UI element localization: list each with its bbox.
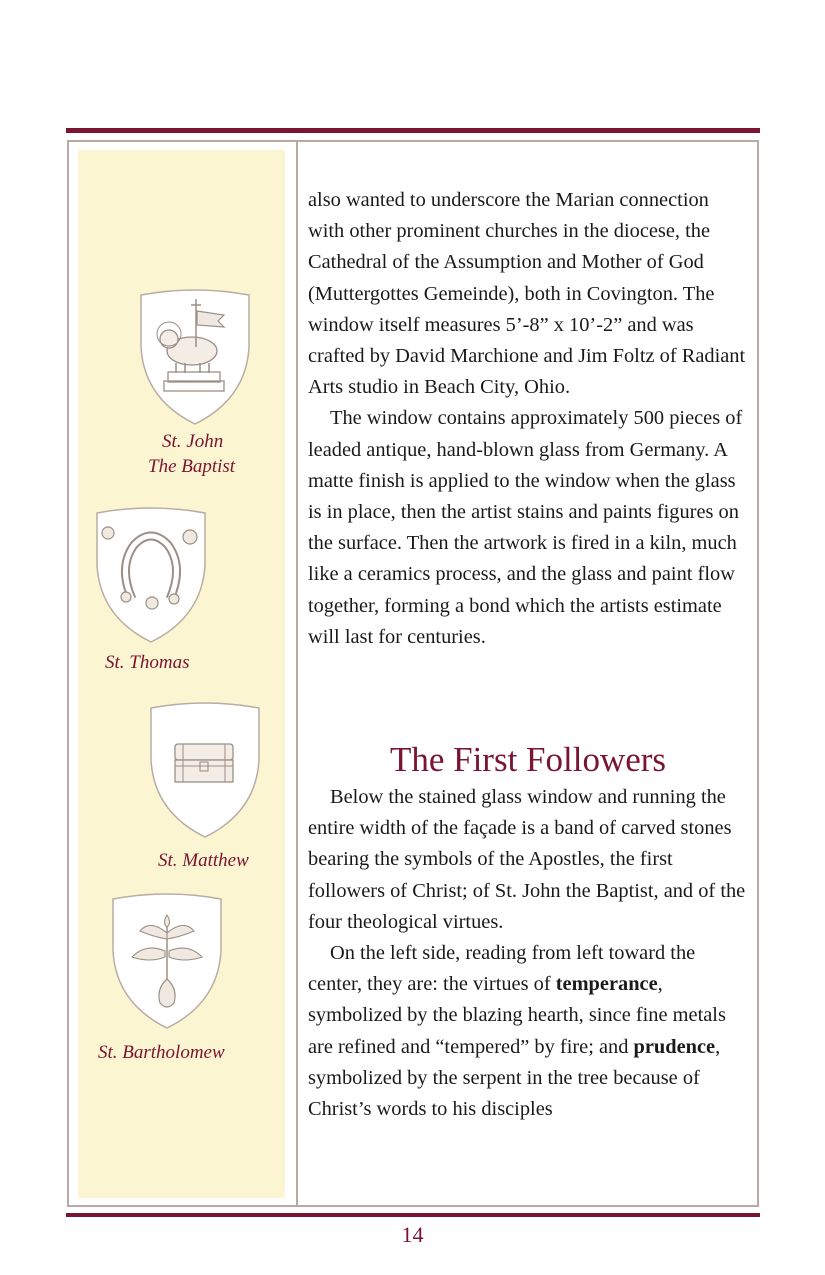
term-temperance: temperance <box>555 973 658 996</box>
caption-the-baptist: The Baptist <box>148 456 236 477</box>
horseshoe-icon <box>94 507 208 645</box>
fig-plant-icon <box>110 893 224 1031</box>
body-text-top <box>308 185 748 653</box>
lamb-with-banner-icon <box>138 289 252 427</box>
bottom-rule <box>66 1213 760 1217</box>
caption-st-bartholomew: St. Bartholomew <box>98 1042 225 1063</box>
caption-st-thomas: St. Thomas <box>105 652 190 673</box>
paragraph-1: also wanted to underscore the Marian connection with other prominent churches in the diocese, the Cathedral of the Assumption and Mother of God (Muttergottes Gemeinde), both in Covington. The window itself measures 5’-8” x 10’-2” and was crafted by David Marchione and Jim Foltz of Radiant Arts studio in Beach City, Ohio. <box>308 189 746 399</box>
section-heading: The First Followers <box>389 740 667 779</box>
caption-st-matthew: St. Matthew <box>158 850 249 871</box>
paragraph-4-text-e: , symbolized by the serpent in the tree because of Christ’s words to his disciples <box>308 1035 721 1121</box>
paragraph-4-text-c: , symbolized by the blazing hearth, since fine metals are refined and “tempered” by fire; and <box>308 973 726 1058</box>
paragraph-4 <box>308 938 748 1125</box>
top-rule <box>66 128 760 133</box>
paragraph-4-text-a: On the left side, reading from left toward the center, they are: the virtues of <box>308 942 696 996</box>
caption-st-john: St. John <box>162 431 224 452</box>
column-divider <box>296 140 298 1207</box>
paragraph-3: Below the stained glass window and running the entire width of the façade is a band of carved stones bearing the symbols of the Apostles, the first followers of Christ; of St. John the Baptist, and of the four theological virtues. <box>308 786 746 933</box>
treasure-chest-icon <box>148 702 262 840</box>
page-number: 14 <box>401 1222 424 1247</box>
body-text-bottom <box>308 782 748 1125</box>
term-prudence: prudence <box>633 1035 716 1058</box>
paragraph-2: The window contains approximately 500 pieces of leaded antique, hand-blown glass from Germany. A matte finish is applied to the window when the glass is in place, then the artist stains and paints figures on the surface. Then the artwork is fired in a kiln, much like a ceramics process, and the glass and paint flow together, forming a bond which the artists estimate will last for centuries. <box>308 407 743 648</box>
